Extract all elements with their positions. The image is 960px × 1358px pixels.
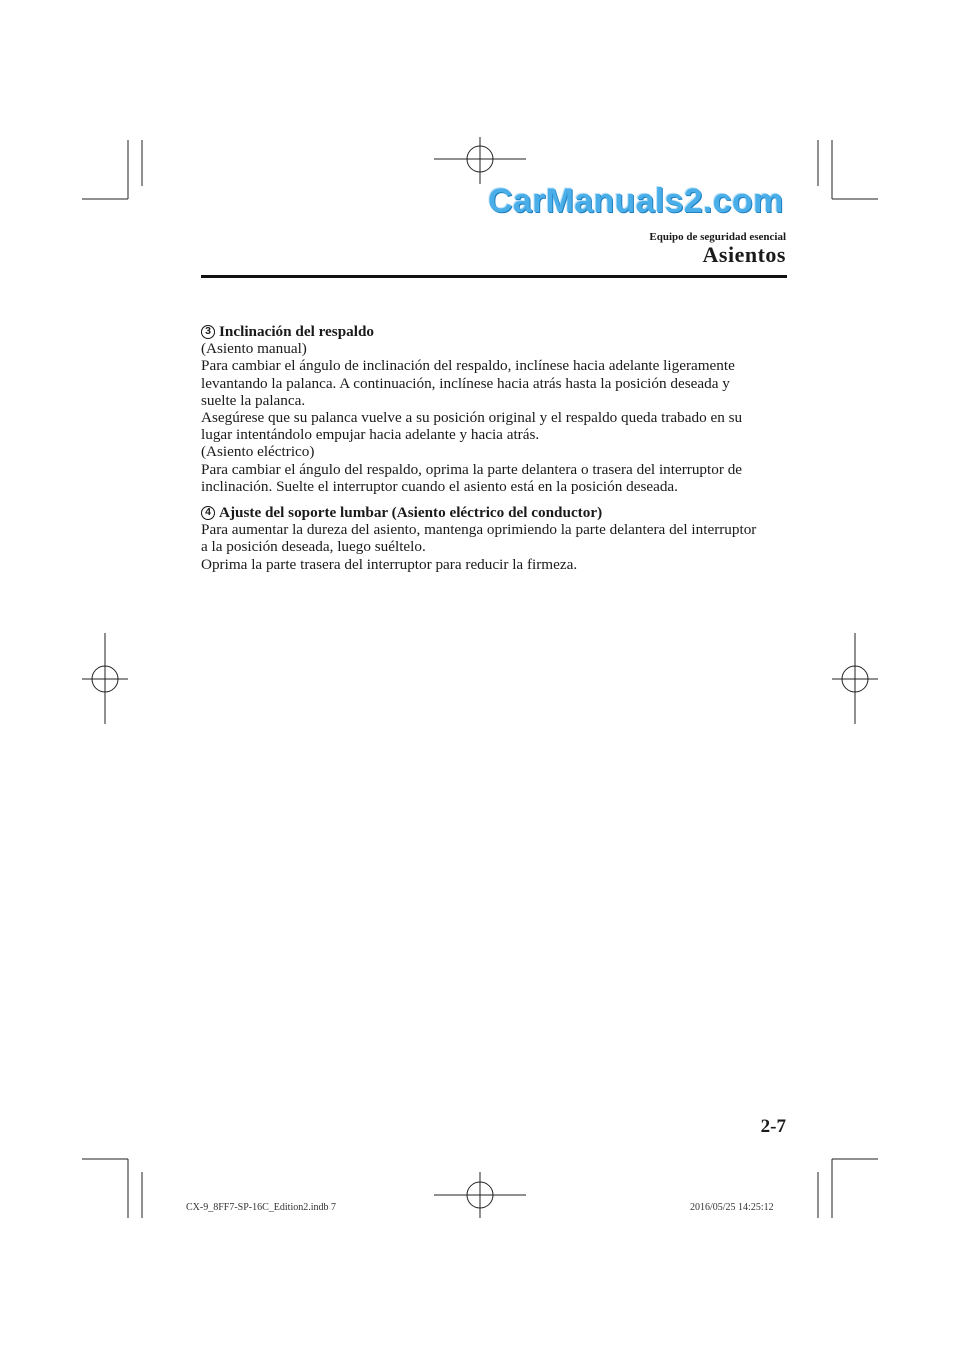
item-backrest-recline bbox=[201, 323, 801, 495]
footer-file-info: CX-9_8FF7-SP-16C_Edition2.indb 7 bbox=[186, 1202, 337, 1213]
item-lumbar-support bbox=[201, 504, 801, 573]
watermark-logo: CarManuals2.com bbox=[488, 182, 784, 220]
footer-date-info: 2016/05/25 14:25:12 bbox=[690, 1202, 774, 1213]
circled-number-icon: 3 bbox=[201, 325, 215, 339]
paragraph-line: (Asiento manual) bbox=[201, 340, 307, 358]
item-title: Ajuste del soporte lumbar (Asiento eléctrico del conductor) bbox=[219, 504, 603, 522]
paragraph-line: Para cambiar el ángulo de inclinación del respaldo, inclínese hacia adelante ligeramente bbox=[201, 357, 735, 375]
section-title: Asientos bbox=[702, 242, 786, 267]
paragraph-line: (Asiento eléctrico) bbox=[201, 443, 315, 461]
header-divider bbox=[201, 275, 787, 278]
paragraph-line: Oprima la parte trasera del interruptor para reducir la firmeza. bbox=[201, 555, 578, 573]
paragraph-line: lugar intentándolo empujar hacia adelante y hacia atrás. bbox=[201, 426, 540, 444]
paragraph-line: Para aumentar la dureza del asiento, mantenga oprimiendo la parte delantera del interruptor bbox=[201, 521, 757, 539]
section-label: Equipo de seguridad esencial bbox=[649, 231, 786, 243]
circled-number-icon: 4 bbox=[201, 506, 215, 520]
page-number: 2-7 bbox=[760, 1116, 786, 1137]
paragraph-line: levantando la palanca. A continuación, inclínese hacia atrás hasta la posición deseada y bbox=[201, 374, 730, 392]
manual-content bbox=[201, 323, 801, 582]
item-title: Inclinación del respaldo bbox=[219, 323, 374, 340]
paragraph-line: Para cambiar el ángulo del respaldo, oprima la parte delantera o trasera del interruptor de bbox=[201, 460, 743, 478]
item-heading bbox=[201, 504, 801, 521]
paragraph-line: inclinación. Suelte el interruptor cuando el asiento está en la posición deseada. bbox=[201, 477, 678, 495]
paragraph-line: suelte la palanca. bbox=[201, 391, 306, 409]
item-heading bbox=[201, 323, 801, 340]
paragraph-line: Asegúrese que su palanca vuelve a su posición original y el respaldo queda trabado en su bbox=[201, 409, 743, 427]
paragraph-line: a la posición deseada, luego suéltelo. bbox=[201, 538, 426, 556]
